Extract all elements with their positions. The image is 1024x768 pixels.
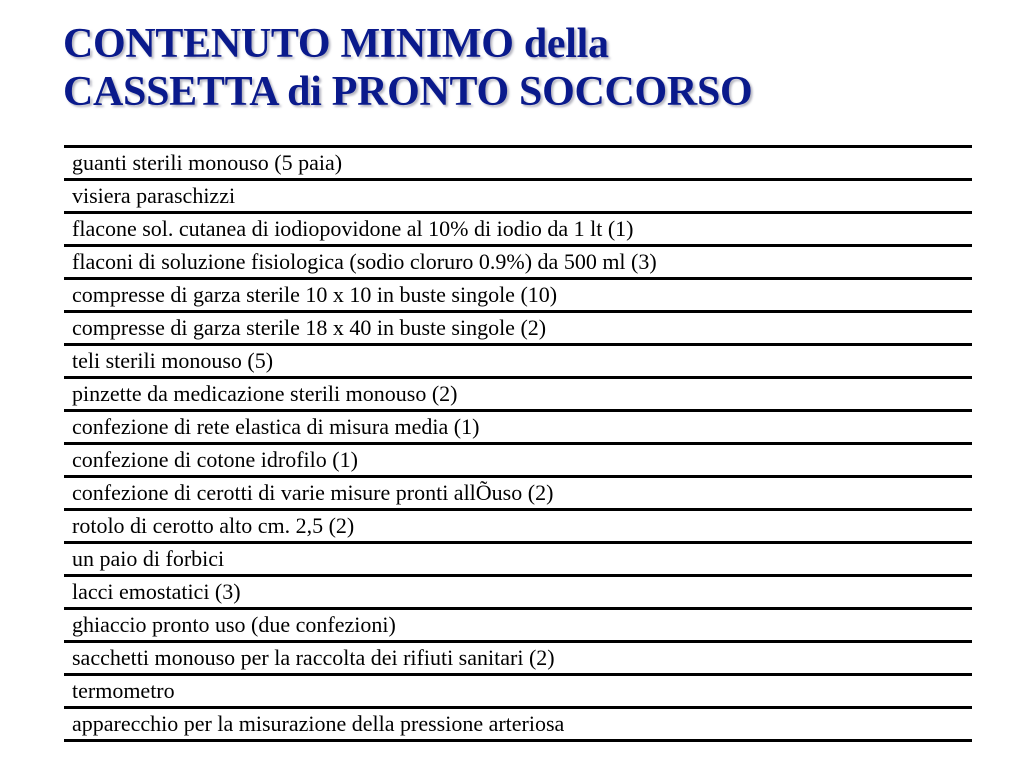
item-text: flaconi di soluzione fisiologica (sodio cloruro 0.9%) da 500 ml (3) xyxy=(72,249,657,274)
item-text: teli sterili monouso (5) xyxy=(72,348,274,373)
item-text: visiera paraschizzi xyxy=(72,183,236,208)
list-item xyxy=(64,673,972,706)
list-item xyxy=(64,574,972,607)
title-line-2: CASSETTA di PRONTO SOCCORSO xyxy=(63,69,753,115)
list-item xyxy=(64,541,972,574)
list-item xyxy=(64,310,972,343)
list-item xyxy=(64,442,972,475)
list-item xyxy=(64,277,972,310)
item-text: confezione di cerotti di varie misure pronti allÕuso (2) xyxy=(72,480,554,505)
item-text: guanti sterili monouso (5 paia) xyxy=(72,150,343,175)
item-text: sacchetti monouso per la raccolta dei rifiuti sanitari (2) xyxy=(72,645,555,670)
list-item xyxy=(64,376,972,409)
list-item xyxy=(64,244,972,277)
list-item xyxy=(64,640,972,673)
item-text: lacci emostatici (3) xyxy=(72,579,241,604)
item-text: pinzette da medicazione sterili monouso (2) xyxy=(72,381,458,406)
slide-title xyxy=(63,20,752,116)
list-item xyxy=(64,343,972,376)
item-text: compresse di garza sterile 10 x 10 in buste singole (10) xyxy=(72,282,558,307)
item-text: rotolo di cerotto alto cm. 2,5 (2) xyxy=(72,513,355,538)
item-text: un paio di forbici xyxy=(72,546,225,571)
item-text: compresse di garza sterile 18 x 40 in buste singole (2) xyxy=(72,315,547,340)
list-item xyxy=(64,145,972,178)
item-text: confezione di cotone idrofilo (1) xyxy=(72,447,358,472)
list-item xyxy=(64,607,972,640)
item-text: apparecchio per la misurazione della pressione arteriosa xyxy=(72,711,565,736)
item-text: confezione di rete elastica di misura media (1) xyxy=(72,414,480,439)
title-line-1: CONTENUTO MINIMO della xyxy=(63,21,609,67)
item-text: flacone sol. cutanea di iodiopovidone al 10% di iodio da 1 lt (1) xyxy=(72,216,634,241)
list-item xyxy=(64,706,972,742)
item-text: ghiaccio pronto uso (due confezioni) xyxy=(72,612,396,637)
list-item xyxy=(64,508,972,541)
list-item xyxy=(64,178,972,211)
list-item xyxy=(64,211,972,244)
item-text: termometro xyxy=(72,678,175,703)
first-aid-items-list xyxy=(64,145,972,742)
list-item xyxy=(64,409,972,442)
list-item xyxy=(64,475,972,508)
